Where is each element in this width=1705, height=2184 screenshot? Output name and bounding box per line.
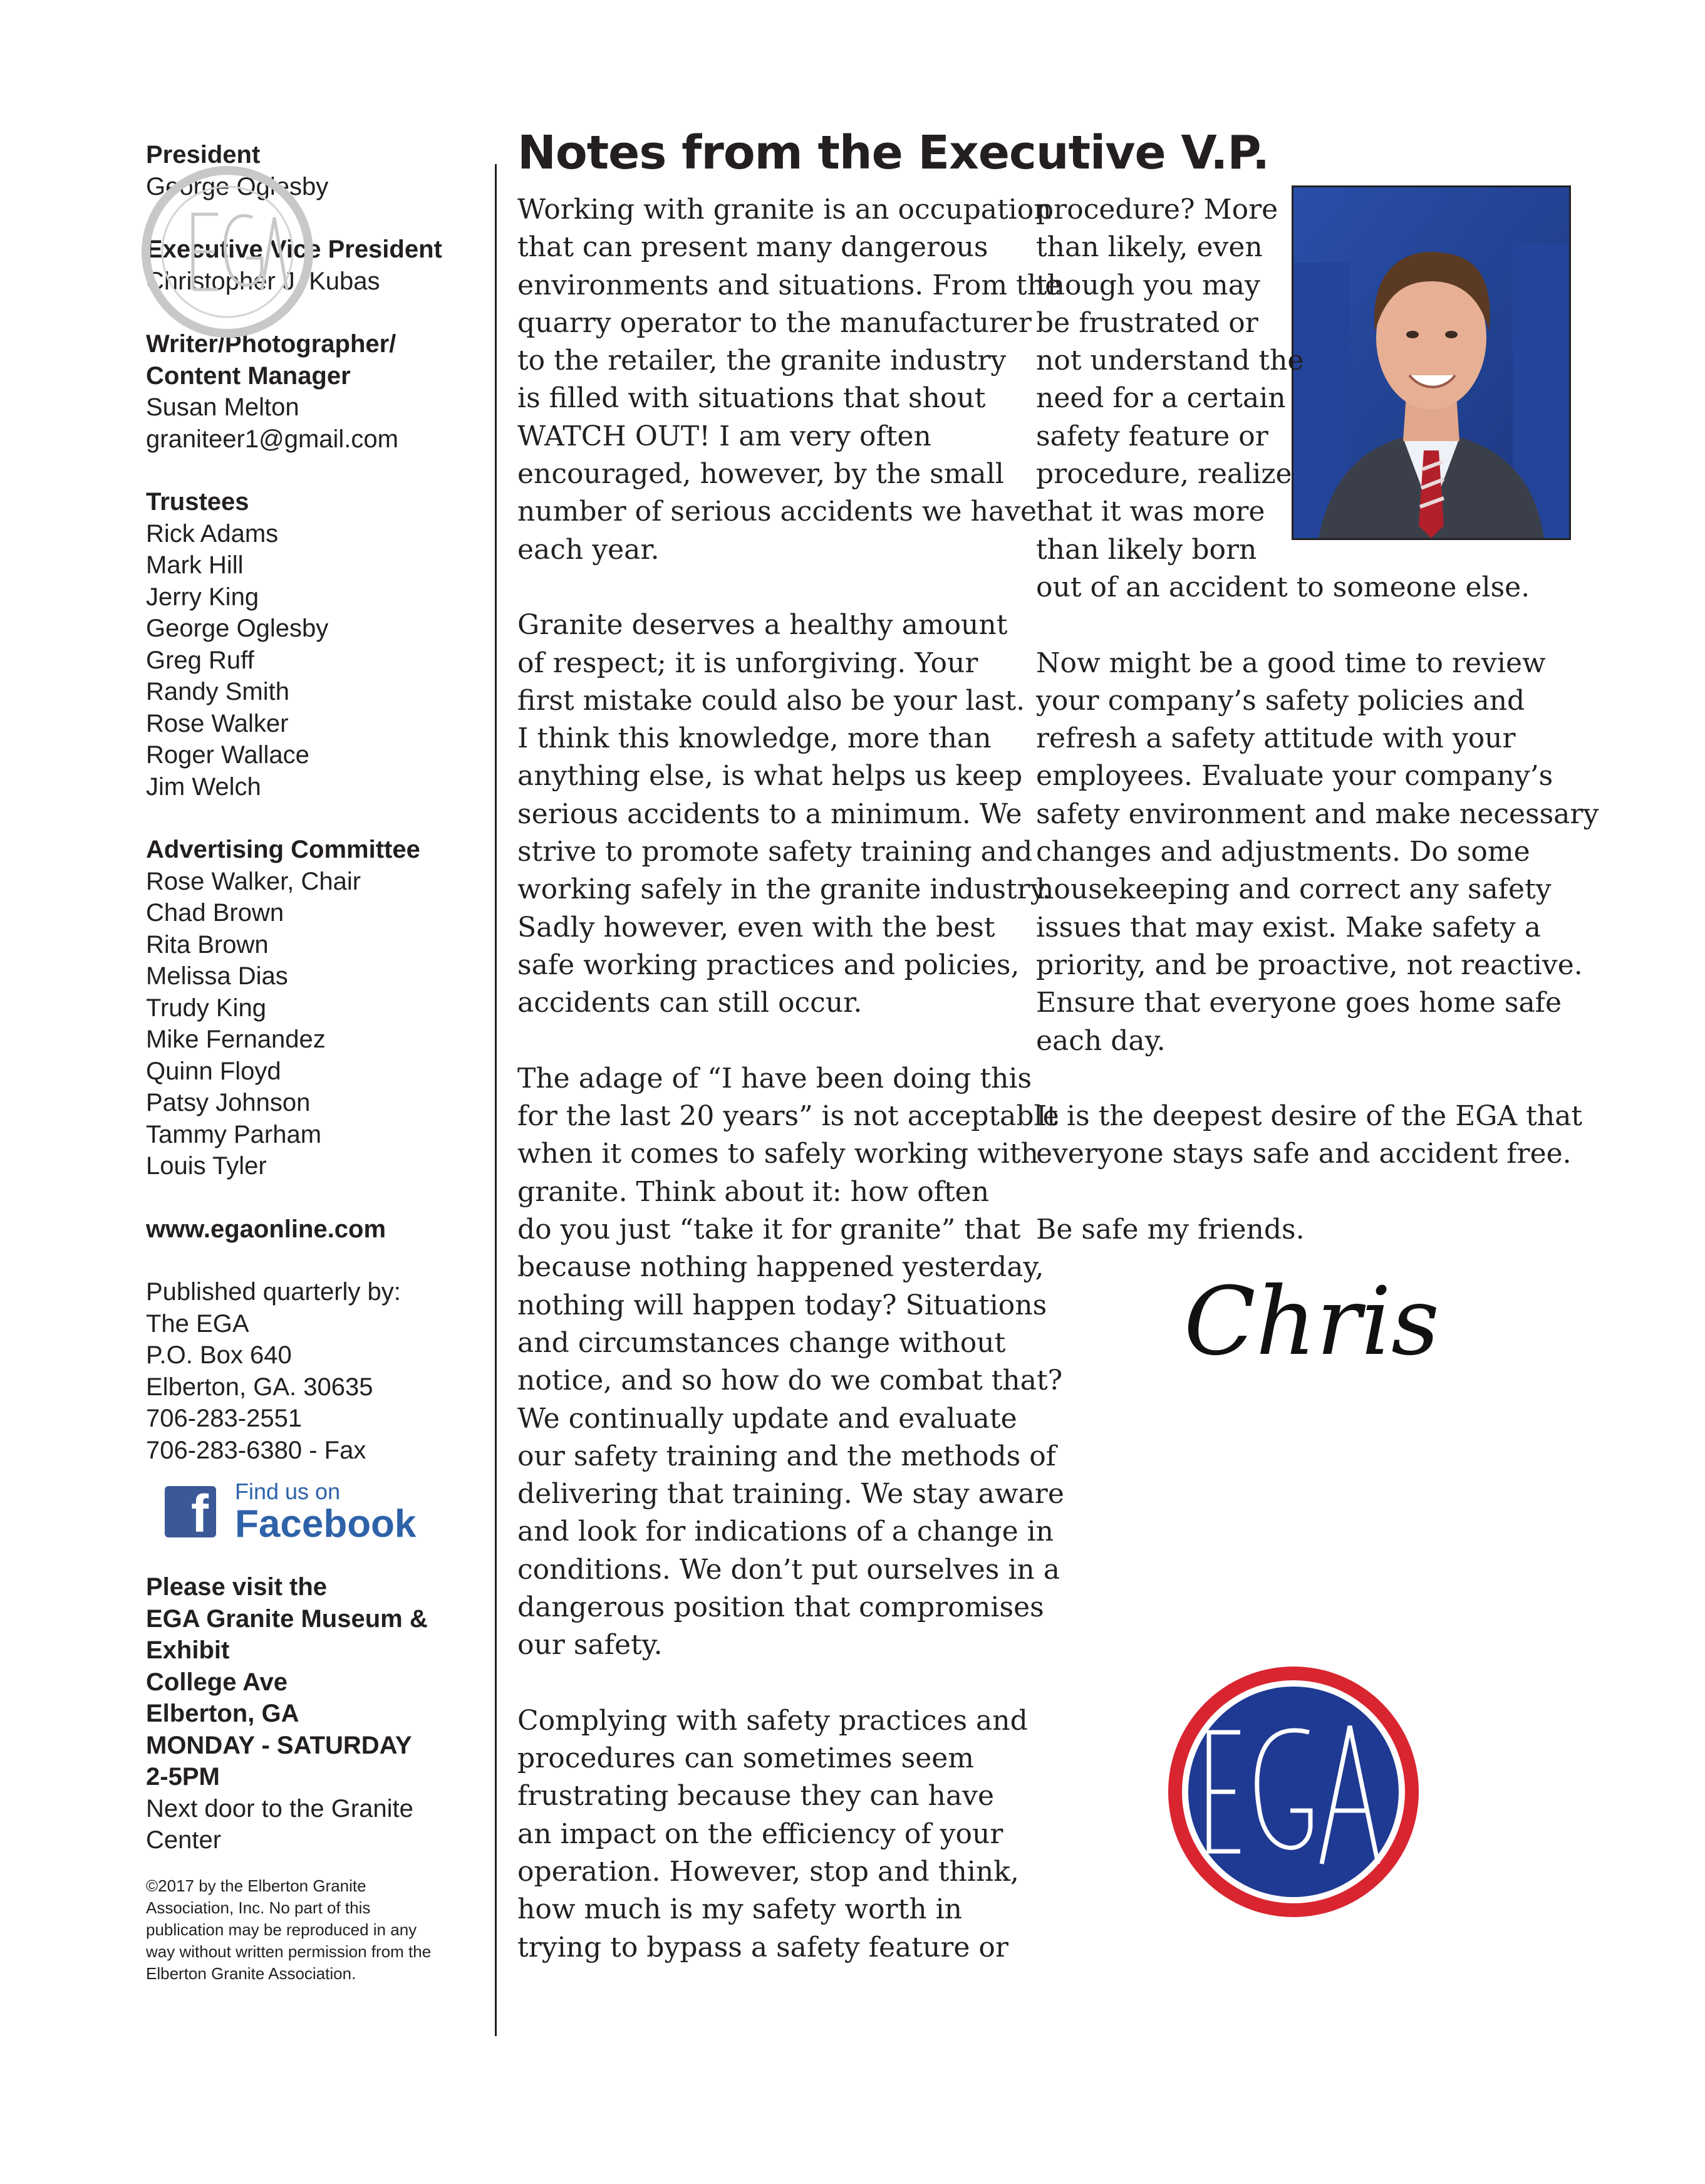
column-divider — [495, 164, 497, 2036]
committee-member: Mike Fernandez — [146, 1026, 326, 1053]
committee-member: Quinn Floyd — [146, 1057, 281, 1085]
committee-member: Chad Brown — [146, 899, 284, 927]
trustees-list — [146, 518, 484, 803]
trustee-name: George Oglesby — [146, 615, 329, 642]
text-line: notice, and so how do we combat that? — [517, 1365, 1063, 1397]
text-line: safe working practices and policies, — [517, 949, 1020, 981]
masthead-sidebar — [146, 139, 484, 1985]
text-line: than likely, even — [1036, 231, 1263, 264]
advertising-committee-label: Advertising Committee — [146, 836, 420, 863]
text-line: serious accidents to a minimum. We — [517, 798, 1022, 830]
text-line: conditions. We don’t put ourselves in a — [517, 1553, 1060, 1586]
committee-member: Rose Walker, Chair — [146, 867, 361, 895]
text-line: need for a certain — [1036, 382, 1286, 415]
president-name: George Oglesby — [146, 172, 329, 200]
article-paragraph — [1036, 1098, 1583, 1173]
text-line: and look for indications of a change in — [517, 1516, 1054, 1548]
text-line: because nothing happened yesterday, — [517, 1251, 1044, 1284]
trustees-label: Trustees — [146, 488, 249, 516]
committee-member: Patsy Johnson — [146, 1089, 311, 1116]
museum-note-line: Next door to the Granite — [146, 1794, 413, 1823]
evp-label: Executive Vice President — [146, 236, 442, 263]
advertising-committee-list — [146, 866, 484, 1182]
text-line: our safety. — [517, 1629, 663, 1661]
text-line: be frustrated or — [1036, 306, 1258, 339]
text-line: first mistake could also be your last. — [517, 684, 1025, 717]
text-line: each day. — [1036, 1024, 1166, 1057]
copyright-line: Association, Inc. No part of this — [146, 1898, 371, 1917]
text-line: We continually update and evaluate — [517, 1402, 1017, 1435]
publisher-line: The EGA — [146, 1309, 249, 1338]
text-line: for the last 20 years” is not acceptable — [517, 1100, 1059, 1133]
article-column-2 — [1036, 191, 1599, 1287]
article-paragraph — [1036, 645, 1599, 1060]
committee-member: Trudy King — [146, 994, 266, 1022]
text-line: operation. However, stop and think, — [517, 1856, 1019, 1888]
text-line: housekeeping and correct any safety — [1036, 873, 1552, 906]
publisher-info — [146, 1276, 484, 1466]
text-line: working safely in the granite industry. — [517, 873, 1051, 906]
article-paragraph — [517, 191, 1062, 569]
text-line: Ensure that everyone goes home safe — [1036, 987, 1562, 1019]
publisher-line: Elberton, GA. 30635 — [146, 1373, 373, 1401]
text-line: The adage of “I have been doing this — [517, 1062, 1032, 1095]
copyright-notice — [146, 1875, 484, 1985]
text-line: Granite deserves a healthy amount — [517, 609, 1008, 642]
text-line: nothing will happen today? Situations — [517, 1289, 1047, 1321]
text-line: procedure, realize — [1036, 458, 1292, 491]
museum-visit-note — [146, 1793, 484, 1856]
text-line: frustrating because they can have — [517, 1780, 995, 1812]
committee-member: Tammy Parham — [146, 1120, 322, 1148]
museum-note-line: Center — [146, 1826, 222, 1854]
website-link[interactable]: www.egaonline.com — [146, 1215, 386, 1243]
facebook-link[interactable] — [165, 1477, 484, 1546]
trustee-name: Rose Walker — [146, 709, 289, 737]
text-line: Be safe my friends. — [1036, 1214, 1305, 1246]
text-line: when it comes to safely working with — [517, 1138, 1039, 1170]
text-line: each year. — [517, 533, 660, 566]
publisher-line: P.O. Box 640 — [146, 1341, 292, 1369]
text-line: your company’s safety policies and — [1036, 684, 1525, 717]
museum-info-line: Please visit the — [146, 1573, 328, 1601]
text-line: priority, and be proactive, not reactive. — [1036, 949, 1583, 981]
text-line: employees. Evaluate your company’s — [1036, 760, 1553, 793]
facebook-find-us: Find us on — [235, 1479, 341, 1504]
text-line: changes and adjustments. Do some — [1036, 836, 1530, 868]
trustee-name: Randy Smith — [146, 678, 289, 705]
museum-info-line: 2-5PM — [146, 1763, 220, 1791]
trustee-name: Jerry King — [146, 583, 259, 611]
text-line: Working with granite is an occupation — [517, 194, 1052, 226]
text-line: and circumstances change without — [517, 1326, 1006, 1359]
text-line: an impact on the efficiency of your — [517, 1817, 1003, 1850]
text-line: out of an accident to someone else. — [1036, 571, 1530, 603]
text-line: Now might be a good time to review — [1036, 647, 1546, 679]
text-line: It is the deepest desire of the EGA that — [1036, 1100, 1583, 1133]
museum-info-line: Exhibit — [146, 1636, 230, 1664]
evp-name: Christopher J. Kubas — [146, 267, 380, 295]
text-line: WATCH OUT! I am very often — [517, 420, 931, 452]
article-column-1 — [517, 191, 1064, 2004]
text-line: dangerous position that compromises — [517, 1591, 1044, 1623]
text-line: Sadly however, even with the best — [517, 911, 995, 944]
ega-logo — [1165, 1663, 1422, 1920]
copyright-line: way without written permission from the — [146, 1942, 432, 1961]
facebook-icon: f — [165, 1486, 216, 1537]
writer-email: graniteer1@gmail.com — [146, 425, 398, 453]
publisher-line: 706-283-2551 — [146, 1405, 303, 1432]
facebook-name: Facebook — [235, 1502, 417, 1546]
text-line: safety environment and make necessary — [1036, 798, 1599, 830]
article-paragraph — [1036, 1211, 1550, 1249]
text-line: granite. Think about it: how often — [517, 1175, 990, 1208]
text-line: procedures can sometimes seem — [517, 1742, 975, 1775]
trustee-name: Rick Adams — [146, 519, 279, 548]
copyright-line: Elberton Granite Association. — [146, 1963, 356, 1983]
trustee-name: Mark Hill — [146, 551, 244, 579]
text-line: procedure? More — [1036, 194, 1278, 226]
text-line: encouraged, however, by the small — [517, 458, 1004, 491]
text-line: to the retailer, the granite industry — [517, 345, 1007, 377]
text-line: environments and situations. From the — [517, 269, 1062, 301]
text-line: delivering that training. We stay aware — [517, 1478, 1064, 1511]
text-line: anything else, is what helps us keep — [517, 760, 1023, 793]
text-line: than likely born — [1036, 533, 1257, 566]
text-line: trying to bypass a safety feature or — [517, 1931, 1008, 1963]
copyright-line: publication may be reproduced in any — [146, 1920, 417, 1939]
article-paragraph — [1036, 191, 1550, 606]
text-line: safety feature or — [1036, 420, 1268, 452]
text-line: number of serious accidents we have — [517, 496, 1037, 528]
trustee-name: Roger Wallace — [146, 741, 309, 769]
article-paragraph — [517, 1060, 1064, 1665]
trustee-name: Jim Welch — [146, 772, 261, 801]
president-label: President — [146, 141, 261, 169]
text-line: strive to promote safety training and — [517, 836, 1033, 868]
publisher-line: 706-283-6380 - Fax — [146, 1436, 366, 1464]
text-line: not understand the — [1036, 345, 1304, 377]
article-paragraph — [517, 606, 1051, 1022]
writer-name: Susan Melton — [146, 393, 299, 421]
museum-info-line: Elberton, GA — [146, 1700, 299, 1727]
article-title: Notes from the Executive V.P. — [517, 126, 1270, 180]
text-line: accidents can still occur. — [517, 987, 863, 1019]
museum-info-line: EGA Granite Museum & — [146, 1604, 428, 1633]
committee-member: Melissa Dias — [146, 962, 288, 990]
signature: Chris — [1184, 1267, 1440, 1376]
text-line: our safety training and the methods of — [517, 1440, 1056, 1472]
museum-info-line: MONDAY - SATURDAY — [146, 1731, 412, 1759]
museum-visit-info — [146, 1571, 484, 1793]
article-paragraph — [517, 1702, 1028, 1967]
text-line: issues that may exist. Make safety a — [1036, 911, 1541, 944]
text-line: is filled with situations that shout — [517, 382, 986, 415]
text-line: of respect; it is unforgiving. Your — [517, 647, 978, 679]
writer-label-line2: Content Manager — [146, 361, 351, 390]
text-line: that can present many dangerous — [517, 231, 988, 264]
text-line: everyone stays safe and accident free. — [1036, 1138, 1572, 1170]
text-line: I think this knowledge, more than — [517, 722, 992, 755]
trustee-name: Greg Ruff — [146, 646, 254, 674]
writer-label: Writer/Photographer/ — [146, 330, 396, 358]
text-line: that it was more — [1036, 496, 1265, 528]
text-line: quarry operator to the manufacturer — [517, 306, 1032, 339]
text-line: refresh a safety attitude with your — [1036, 722, 1516, 755]
text-line: how much is my safety worth in — [517, 1893, 962, 1926]
museum-info-line: College Ave — [146, 1668, 288, 1696]
publisher-line: Published quarterly by: — [146, 1278, 401, 1306]
text-line: though you may — [1036, 269, 1260, 301]
text-line: Complying with safety practices and — [517, 1704, 1028, 1737]
text-line: do you just “take it for granite” that — [517, 1214, 1021, 1246]
copyright-line: ©2017 by the Elberton Granite — [146, 1876, 366, 1895]
committee-member: Rita Brown — [146, 930, 269, 959]
committee-member: Louis Tyler — [146, 1152, 267, 1180]
